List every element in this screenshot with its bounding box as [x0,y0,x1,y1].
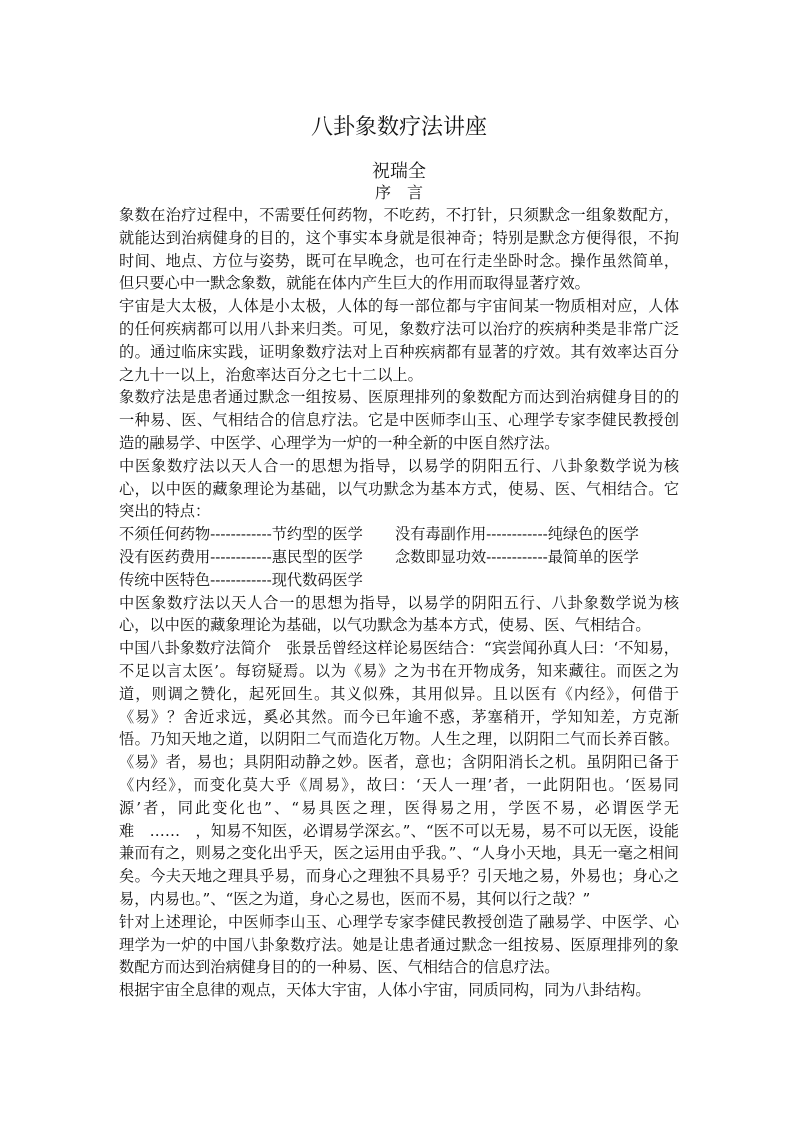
feature-row [119,569,679,592]
paragraph: 宇宙是大太极，人体是小太极，人体的每一部位都与宇宙间某一物质相对应，人体的任何疾病都可以用八卦来归类。可见，象数疗法可以治疗的疾病种类是非常广泛的。通过临床实践，证明象数疗法对上百种疾病都有显著的疗效。其有效率达百分之九十一以上，治愈率达百分之七十二以上。 [119,297,679,384]
feature-row [119,523,679,546]
paragraph: 象数在治疗过程中，不需要任何药物，不吃药，不打针，只须默念一组象数配方，就能达到治病健身的目的，这个事实本身就是很神奇；特别是默念方便得很，不拘时间、地点、方位与姿势，既可在早晚念，也可在行走坐卧时念。操作虽然简单，但只要心中一默念象数，就能在体内产生巨大的作用而取得显著疗效。 [119,206,679,293]
feature-item: 念数即显功效------------最简单的医学 [395,547,639,566]
paragraph: 针对上述理论，中医师李山玉、心理学专家李健民教授创造了融易学、中医学、心理学为一炉的中国八卦象数疗法。她是让患者通过默念一组按易、医原理排列的象数配方而达到治病健身目的的一种易、医、气相结合的信息疗法。 [119,912,679,977]
feature-item: 不须任何药物------------节约型的医学 [119,525,363,544]
paragraph: 中医象数疗法以天人合一的思想为指导，以易学的阴阳五行、八卦象数学说为核心，以中医的藏象理论为基础，以气功默念为基本方式，使易、医、气相结合。它突出的特点： [119,456,679,521]
feature-item: 传统中医特色------------现代数码医学 [119,570,363,589]
feature-item: 没有医药费用------------惠民型的医学 [119,547,363,566]
paragraph: 中国八卦象数疗法简介 张景岳曾经这样论易医结合：“宾尝闻孙真人曰：‘不知易，不足以言太医’。每窃疑焉。以为《易》之为书在开物成务，知来藏往。而医之为道，则调之赞化，起死回生。其义似殊，其用似异。且以医有《内经》，何借于《易》？舍近求远，奚必其然。而今已年逾不惑，茅塞稍开，学知知差，方克渐悟。乃知天地之道，以阴阳二气而造化万物。人生之理，以阴阳二气而长养百骸。《易》者，易也；具阴阳动静之妙。医者，意也；含阴阳消长之机。虽阴阳已备于《内经》，而变化莫大乎《周易》，故曰：‘天人一理’者，一此阴阳也。‘医易同源’者，同此变化也”、“易具医之理，医得易之用，学医不易，必谓医学无难 …… ，知易不知医，必谓易学深玄。”、“医不可以无易，易不可以无医，设能兼而有之，则易之变化出乎天，医之运用由乎我。”、“人身小天地，具无一毫之相间矣。今夫天地之理具乎易，而身心之理独不具易乎？引天地之易，外易也；身心之易，内易也。”、“医之为道，身心之易也，医而不易，其何以行之哉？” [119,639,679,908]
feature-row [119,546,679,569]
paragraph: 根据宇宙全息律的观点，天体大宇宙，人体小宇宙，同质同构，同为八卦结构。 [119,981,651,1000]
preface-heading: 序 言 [374,183,423,202]
author-name: 祝瑞全 [372,161,426,182]
feature-item: 没有毒副作用------------纯绿色的医学 [395,525,639,544]
paragraph: 中医象数疗法以天人合一的思想为指导，以易学的阴阳五行、八卦象数学说为核心，以中医的藏象理论为基础，以气功默念为基本方式，使易、医、气相结合。 [119,593,679,635]
paragraph: 象数疗法是患者通过默念一组按易、医原理排列的象数配方而达到治病健身目的的一种易、医、气相结合的信息疗法。它是中医师李山玉、心理学专家李健民教授创造的融易学、中医学、心理学为一炉的一种全新的中医自然疗法。 [119,388,679,452]
document-body [119,204,679,1002]
document-title: 八卦象数疗法讲座 [310,115,487,140]
